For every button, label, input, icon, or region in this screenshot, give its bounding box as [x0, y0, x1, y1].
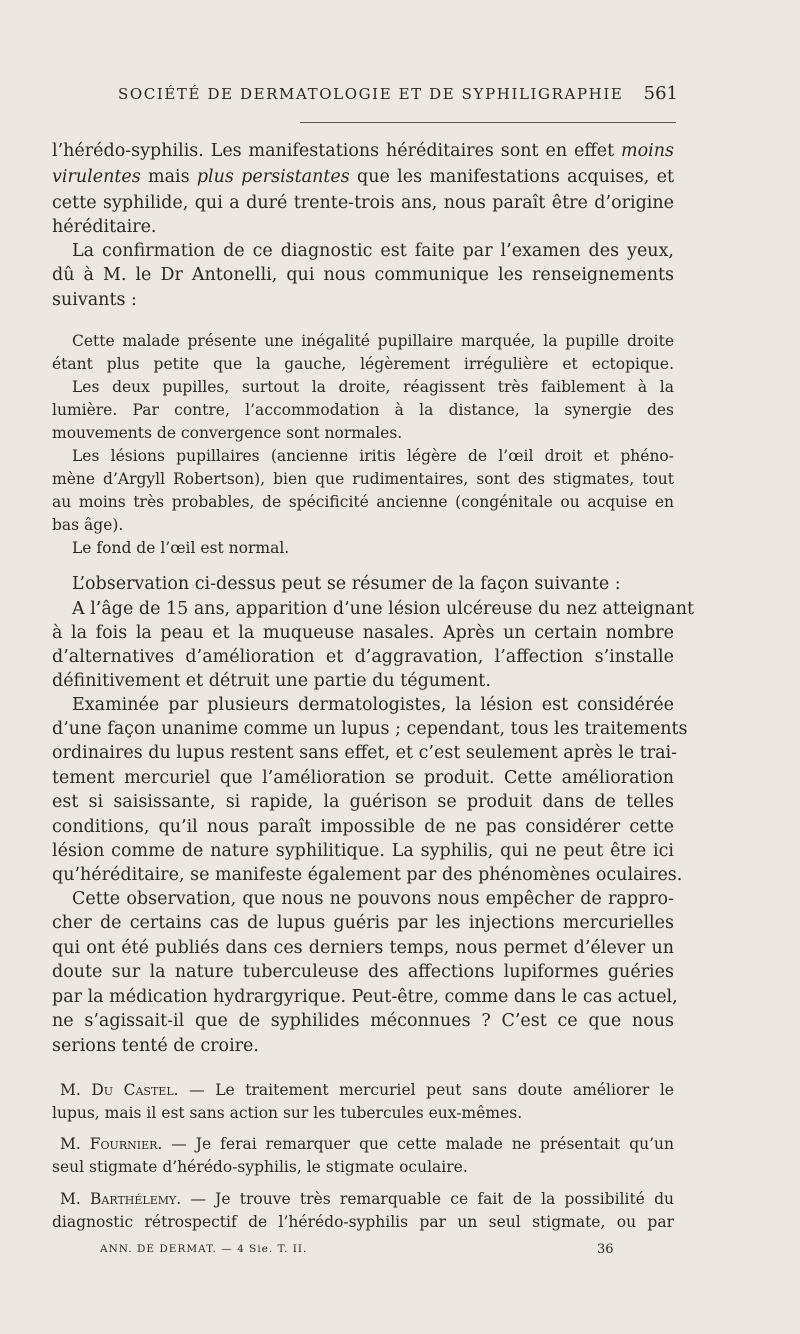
text-line: dû à M. le Dr Antonelli, qui nous communique les renseignements: [52, 265, 674, 285]
text-line: définitivement et détruit une partie du tégument.: [52, 671, 491, 691]
quote-line: Cette malade présente une inégalité pupillaire marquée, la pupille droite: [72, 332, 674, 350]
text-line: cette syphilide, qui a duré trente-trois ans, nous paraît être d’origine: [52, 193, 674, 213]
quote-line: lumière. Par contre, l’accommodation à la distance, la synergie des: [52, 401, 674, 419]
running-title: SOCIÉTÉ DE DERMATOLOGIE ET DE SYPHILIGRAPHIE: [118, 85, 624, 103]
quote-line: Le fond de l’œil est normal.: [72, 539, 290, 557]
text-line: conditions, qu’il nous paraît impossible de ne pas considérer cette: [52, 817, 674, 837]
speaker-name: M. Fournier.: [60, 1135, 163, 1153]
text-line: ne s’agissait-il que de syphilides méconnues ? C’est ce que nous: [52, 1011, 674, 1031]
text-line: par la médication hydrargyrique. Peut-être, comme dans le cas actuel,: [52, 987, 678, 1007]
text-line: qu’héréditaire, se manifeste également par des phénomènes oculaires.: [52, 865, 683, 885]
text-line: L’observation ci-dessus peut se résumer de la façon suivante :: [72, 574, 621, 594]
running-header: [118, 85, 678, 103]
text-line: tement mercuriel que l’amélioration se produit. Cette amélioration: [52, 768, 674, 788]
text-line: ordinaires du lupus restent sans effet, et c’est seulement après le trai-: [52, 743, 678, 763]
speaker-name: M. Barthélemy.: [60, 1190, 182, 1208]
signature-mark: ANN. DE DERMAT. — 4 Sie. T. II.: [100, 1243, 308, 1255]
quote-line: mouvements de convergence sont normales.: [52, 424, 403, 442]
quote-line: Les deux pupilles, surtout la droite, réagissent très faiblement à la: [72, 378, 674, 396]
text-line: A l’âge de 15 ans, apparition d’une lésion ulcéreuse du nez atteignant: [72, 599, 695, 619]
text-line: d’alternatives d’amélioration et d’aggravation, l’affection s’installe: [52, 647, 674, 667]
text-line: doute sur la nature tuberculeuse des affections lupiformes guéries: [52, 962, 674, 982]
text-line: cher de certains cas de lupus guéris par les injections mercurielles: [52, 913, 674, 933]
text-line: est si saisissante, si rapide, la guérison se produit dans de telles: [52, 792, 674, 812]
text-line: serions tenté de croire.: [52, 1036, 259, 1056]
discussion-line: M. Barthélemy. — Je trouve très remarquable ce fait de la possibilité du: [60, 1190, 674, 1208]
text-line: qui ont été publiés dans ces derniers temps, nous permet d’élever un: [52, 938, 674, 958]
speaker-name: M. Du Castel.: [60, 1081, 179, 1099]
text-line: à la fois la peau et la muqueuse nasales. Après un certain nombre: [52, 623, 674, 643]
text-line: d’une façon unanime comme un lupus ; cependant, tous les traitements: [52, 719, 688, 739]
text-line: La confirmation de ce diagnostic est faite par l’examen des yeux,: [72, 241, 674, 261]
text-line: lésion comme de nature syphilitique. La syphilis, qui ne peut être ici: [52, 841, 674, 861]
text-line: l’hérédo-syphilis. Les manifestations héréditaires sont en effet moins: [52, 141, 674, 161]
discussion-line: M. Du Castel. — Le traitement mercuriel peut sans doute améliorer le: [60, 1081, 674, 1099]
sheet-number: 36: [597, 1242, 614, 1257]
quote-line: bas âge).: [52, 516, 124, 534]
text-line: Cette observation, que nous ne pouvons nous empêcher de rappro-: [72, 889, 674, 909]
discussion-line: M. Fournier. — Je ferai remarquer que cette malade ne présentait qu’un: [60, 1135, 675, 1153]
text-line: Examinée par plusieurs dermatologistes, la lésion est considérée: [72, 695, 674, 715]
text-line: virulentes mais plus persistantes que les manifestations acquises, et: [52, 167, 675, 187]
page-number: 561: [643, 83, 678, 104]
discussion-line: diagnostic rétrospectif de l’hérédo-syphilis par un seul stigmate, ou par: [52, 1213, 674, 1231]
header-rule: [300, 122, 676, 123]
discussion-line: lupus, mais il est sans action sur les tubercules eux-mêmes.: [52, 1104, 523, 1122]
quote-line: Les lésions pupillaires (ancienne iritis légère de l’œil droit et phéno-: [72, 447, 674, 465]
quote-line: mène d’Argyll Robertson), bien que rudimentaires, sont des stigmates, tout: [52, 470, 674, 488]
quote-line: au moins très probables, de spécificité ancienne (congénitale ou acquise en: [52, 493, 674, 511]
text-line: héréditaire.: [52, 217, 157, 237]
discussion-line: seul stigmate d’hérédo-syphilis, le stigmate oculaire.: [52, 1158, 468, 1176]
quote-line: étant plus petite que la gauche, légèrement irrégulière et ectopique.: [52, 355, 674, 373]
text-line: suivants :: [52, 290, 137, 310]
